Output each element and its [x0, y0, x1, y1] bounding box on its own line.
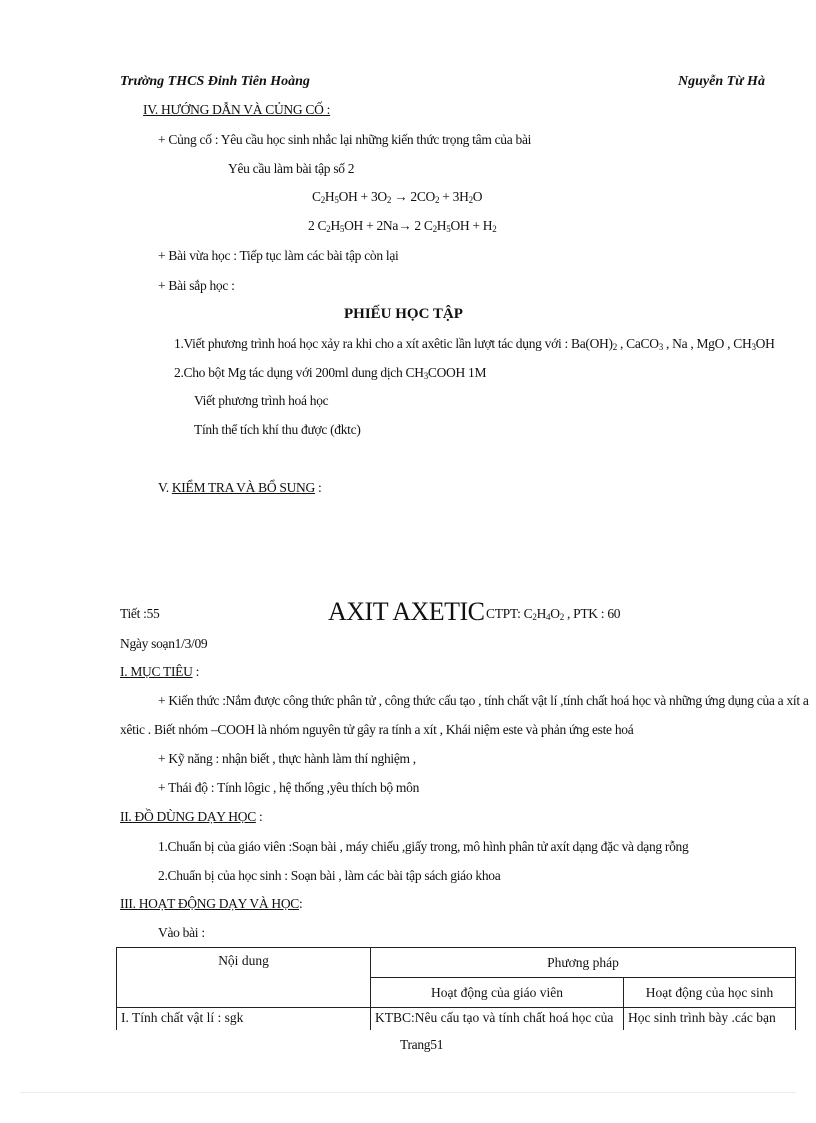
materials-title: II. ĐỒ DÙNG DẠY HỌC [120, 809, 256, 824]
equation-1: $C_2H_5OH + 3O_2 \to 2CO_2 + 3H_2O$ [312, 189, 483, 205]
table-header-method: Phương pháp [371, 948, 796, 978]
table-cell-content: I. Tính chất vật lí : sgk [117, 1008, 371, 1038]
lesson-table [116, 947, 796, 1038]
worksheet-question-2a: Viết phương trình hoá học [194, 393, 329, 408]
school-name: Trường THCS Đinh Tiên Hoàng [120, 74, 310, 89]
page-clip [116, 1030, 796, 1070]
table-header-student: Hoạt động của học sinh [624, 978, 796, 1008]
activities-title: III. HOẠT ĐỘNG DẠY VÀ HỌC [120, 896, 299, 911]
page-number: Trang51 [400, 1037, 444, 1052]
lesson-title: AXIT AXETIC [328, 597, 485, 626]
objectives-title: I. MỤC TIÊU [120, 664, 193, 679]
equation-2: 2 $C_2H_5OH + 2Na\to 2$ $C_2H_5OH + H_2$ [308, 218, 497, 234]
homework-line: + Bài vừa học : Tiếp tục làm các bài tập còn lại [158, 248, 399, 263]
table-cell-student: Học sinh trình bày .các bạn [624, 1008, 796, 1038]
section-v-heading: V. KIỂM TRA VÀ BỔ SUNG : [158, 480, 322, 495]
section-iv-heading [143, 103, 330, 118]
lesson-date: Ngày soạn1/3/09 [120, 636, 208, 651]
author-name: Nguyễn Từ Hà [678, 74, 765, 89]
objectives-heading: I. MỤC TIÊU : [120, 664, 200, 679]
objectives-knowledge-1: + Kiến thức :Nắm được công thức phân tử , công thức cấu tạo , tính chất vật lí ,tính chất hoá học và những ứng dụng của a xít a [158, 693, 809, 708]
objectives-skills: + Kỹ năng : nhận biết , thực hành làm thí nghiệm , [158, 751, 416, 766]
section-v-title: KIỂM TRA VÀ BỔ SUNG [171, 480, 315, 495]
materials-student: 2.Chuẩn bị của học sinh : Soạn bài , làm các bài tập sách giáo khoa [158, 868, 501, 883]
worksheet-question-2b: Tính thể tích khí thu được (đktc) [194, 422, 361, 437]
worksheet-title: PHIẾU HỌC TẬP [344, 306, 463, 322]
materials-heading: II. ĐỒ DÙNG DẠY HỌC : [120, 809, 263, 824]
exercise-request: Yêu cầu làm bài tập số 2 [228, 161, 355, 176]
activities-intro: Vào bài : [158, 925, 205, 940]
section-iv-title: IV. HƯỚNG DẪN VÀ CỦNG CỐ : [143, 102, 331, 117]
worksheet-question-1: 1.Viết phương trình hoá học xảy ra khi cho a xít axêtic lần lượt tác dụng với : $Ba(OH)_2$ , CaCO$_3$ , Na , MgO , $CH_3OH$ [174, 336, 775, 352]
table-header-teacher: Hoạt động của giáo viên [371, 978, 624, 1008]
activities-heading: III. HOẠT ĐỘNG DẠY VÀ HỌC: [120, 896, 303, 911]
next-lesson-line: + Bài sắp học : [158, 278, 235, 293]
lesson-formula: CTPT: $C_2H_4O_2$ , PTK : 60 [486, 606, 621, 622]
objectives-attitude: + Thái độ : Tính lôgic , hệ thống ,yêu thích bộ môn [158, 780, 420, 795]
consolidation-line: + Củng cố : Yêu cầu học sinh nhắc lại những kiến thức trọng tâm của bài [158, 132, 532, 147]
lesson-period: Tiết :55 [120, 606, 160, 621]
table-header-row [117, 948, 796, 978]
table-header-content: Nội dung [117, 948, 371, 1008]
table-cell-teacher: KTBC:Nêu cấu tạo và tính chất hoá học của [371, 1008, 624, 1038]
page-divider [20, 1092, 796, 1093]
materials-teacher: 1.Chuẩn bị của giáo viên :Soạn bài , máy chiếu ,giấy trong, mô hình phân tử axít dạng đặc và dạng rỗng [158, 839, 689, 854]
worksheet-question-2: 2.Cho bột Mg tác dụng với 200ml dung dịch $CH_3COOH$ 1M [174, 365, 487, 381]
objectives-knowledge-2: xêtic . Biết nhóm –COOH là nhóm nguyên tử gây ra tính a xít , Khái niệm este và phản ứng este hoá [120, 722, 634, 737]
